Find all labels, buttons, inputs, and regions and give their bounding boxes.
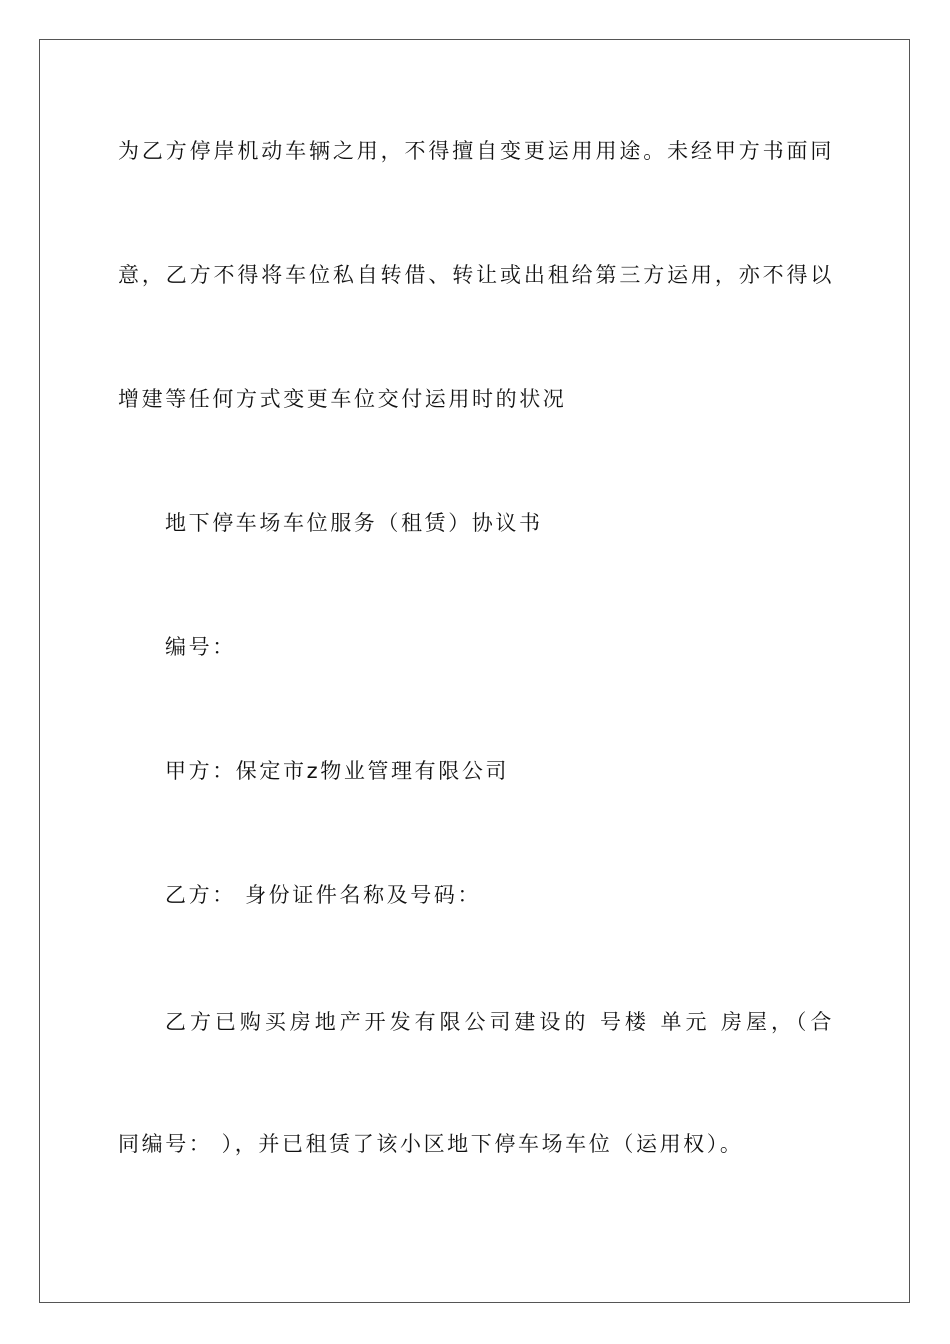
- agreement-title: 地下停车场车位服务（租赁）协议书: [165, 511, 543, 535]
- paragraph-line-1: 为乙方停岸机动车辆之用，不得擅自变更运用用途。未经甲方书面同: [118, 139, 834, 163]
- paragraph-line-3: 增建等任何方式变更车位交付运用时的状况: [118, 387, 567, 411]
- page-border: [39, 39, 910, 1303]
- purchase-paragraph-line-2: 同编号： ），并已租赁了该小区地下停车场车位（运用权）。: [118, 1132, 744, 1156]
- paragraph-line-2: 意，乙方不得将车位私自转借、转让或出租给第三方运用，亦不得以: [118, 263, 834, 287]
- agreement-number-label: 编号：: [165, 635, 236, 659]
- party-a-line: 甲方：保定市z物业管理有限公司: [165, 759, 510, 783]
- purchase-paragraph-line-1: 乙方已购买房地产开发有限公司建设的 号楼 单元 房屋，（合: [165, 1010, 834, 1034]
- party-b-line: 乙方： 身份证件名称及号码：: [165, 883, 482, 907]
